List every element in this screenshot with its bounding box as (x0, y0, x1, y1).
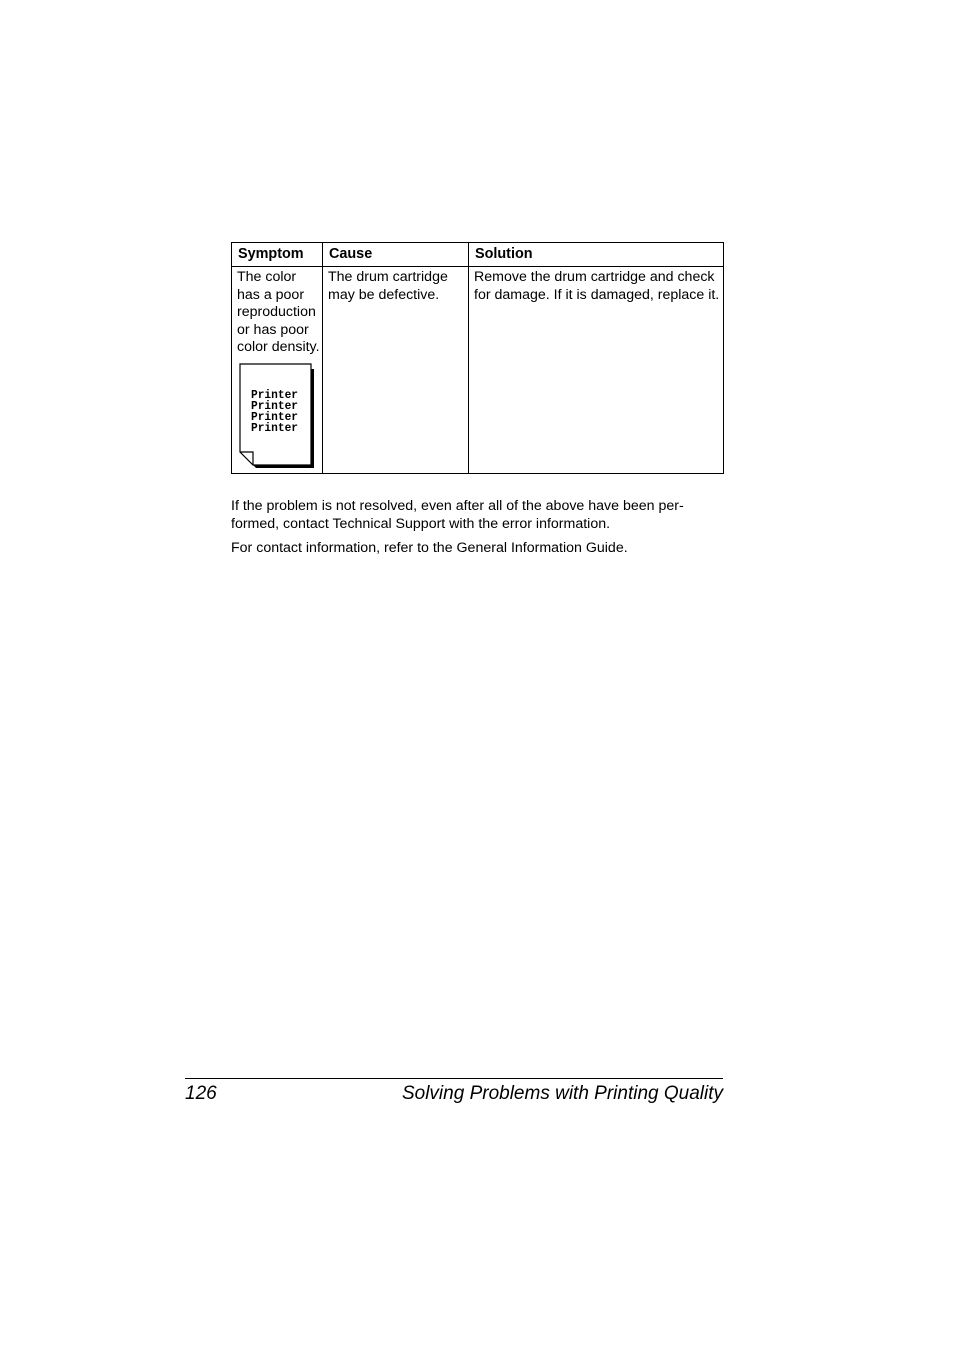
table-header-row (232, 243, 724, 267)
header-cause: Cause (323, 243, 469, 267)
header-solution: Solution (469, 243, 724, 267)
page-number: 126 (185, 1083, 217, 1104)
support-paragraph: If the problem is not resolved, even after all of the above have been per- formed, contact Technical Support with the error information. (231, 498, 684, 532)
sample-line-4: Printer (251, 421, 299, 435)
symptom-cell (232, 267, 323, 474)
symptom-text: The color has a poor reproduction or has poor color density. (237, 269, 320, 356)
chapter-title: Solving Problems with Printing Quality (401, 1083, 723, 1104)
sample-line-1: Printer (251, 388, 299, 402)
solution-cell: Remove the drum cartridge and check for damage. If it is damaged, replace it. (469, 267, 724, 474)
printed-page-sample-icon (239, 363, 315, 469)
header-symptom: Symptom (232, 243, 323, 267)
contact-paragraph: For contact information, refer to the General Information Guide. (231, 540, 628, 556)
cause-cell: The drum cartridge may be defective. (323, 267, 469, 474)
table-row (232, 267, 724, 474)
sample-line-2: Printer (251, 399, 299, 413)
footer-divider (185, 1078, 723, 1079)
troubleshooting-table (231, 242, 724, 474)
sample-line-3: Printer (251, 410, 299, 424)
